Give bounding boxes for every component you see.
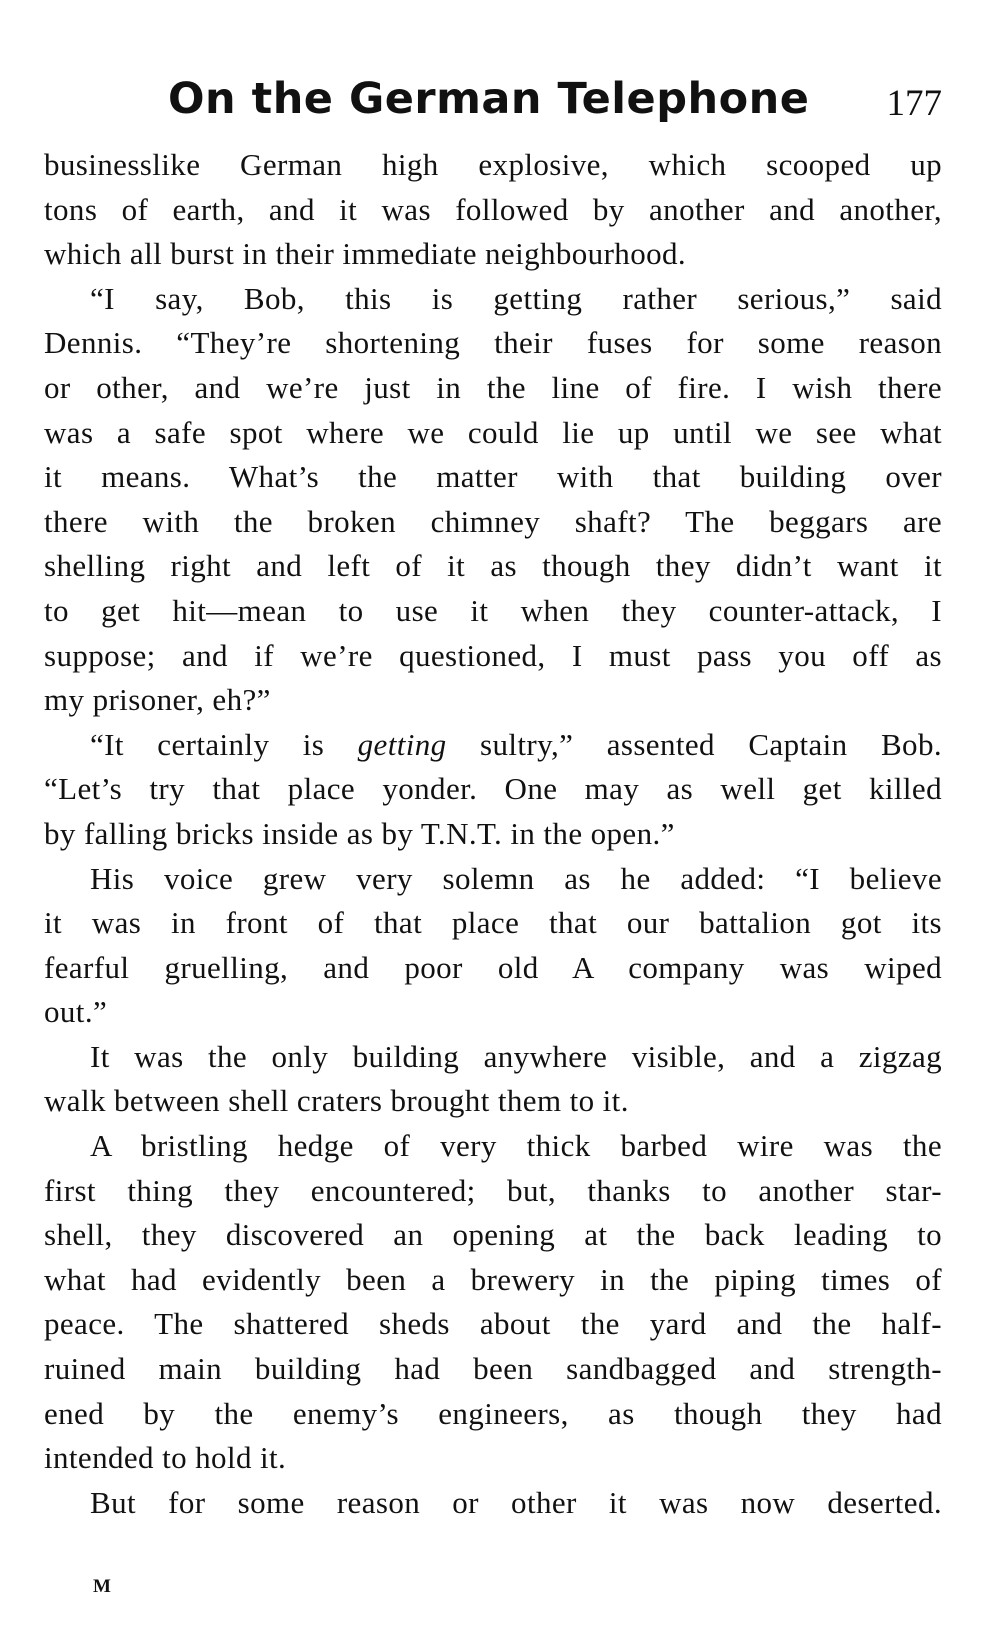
text-line: suppose; and if we’re questioned, I must pass you off as [44, 637, 942, 673]
text-line-italic [44, 723, 942, 768]
text-line: to get hit—mean to use it when they counter-attack, I [44, 592, 942, 628]
text-line: shell, they discovered an opening at the back leading to [44, 1217, 942, 1253]
text-line: was a safe spot where we could lie up until we see what [44, 414, 942, 450]
signature-mark: M [93, 1576, 112, 1597]
text-line: It was the only building anywhere visible, and a zigzag [90, 1038, 942, 1074]
text-line: But for some reason or other it was now deserted. [90, 1484, 942, 1520]
text-line: what had evidently been a brewery in the piping times of [44, 1261, 942, 1297]
text-line: ened by the enemy’s engineers, as though they had [44, 1395, 942, 1431]
text-line: walk between shell craters brought them to it. [44, 1083, 629, 1119]
text-fragment: “It certainly is [90, 726, 358, 762]
text-line: or other, and we’re just in the line of fire. I wish there [44, 369, 942, 405]
text-line: tons of earth, and it was followed by another and another, [44, 191, 942, 227]
running-title: On the German Telephone [168, 74, 810, 124]
page-number: 177 [886, 83, 942, 124]
text-line: fearful gruelling, and poor old A company was wiped [44, 949, 942, 985]
body-text [44, 143, 942, 1525]
text-line: first thing they encountered; but, thanks to another star- [44, 1172, 942, 1208]
page-header [44, 74, 942, 134]
text-line: my prisoner, eh?” [44, 682, 271, 718]
text-line: it means. What’s the matter with that building over [44, 459, 942, 495]
italic-word: getting [357, 726, 447, 762]
text-line: A bristling hedge of very thick barbed wire was the [90, 1128, 942, 1164]
text-line: Dennis. “They’re shortening their fuses for some reason [44, 325, 942, 361]
text-fragment: sultry,” assented Captain Bob. [446, 726, 942, 762]
text-line: out.” [44, 994, 108, 1030]
text-line: His voice grew very solemn as he added: “I believe [90, 860, 942, 896]
text-line: by falling bricks inside as by T.N.T. in the open.” [44, 815, 675, 851]
text-line: it was in front of that place that our battalion got its [44, 905, 942, 941]
text-line: there with the broken chimney shaft? The beggars are [44, 503, 942, 539]
text-line: peace. The shattered sheds about the yard and the half- [44, 1306, 942, 1342]
text-line: “I say, Bob, this is getting rather serious,” said [90, 280, 942, 316]
text-line: intended to hold it. [44, 1440, 287, 1476]
text-line: “Let’s try that place yonder. One may as well get killed [44, 771, 942, 807]
text-line: which all burst in their immediate neighbourhood. [44, 236, 687, 272]
text-line: shelling right and left of it as though they didn’t want it [44, 548, 942, 584]
text-line: businesslike German high explosive, which scooped up [44, 147, 942, 182]
text-line: ruined main building had been sandbagged and strength- [44, 1351, 942, 1387]
